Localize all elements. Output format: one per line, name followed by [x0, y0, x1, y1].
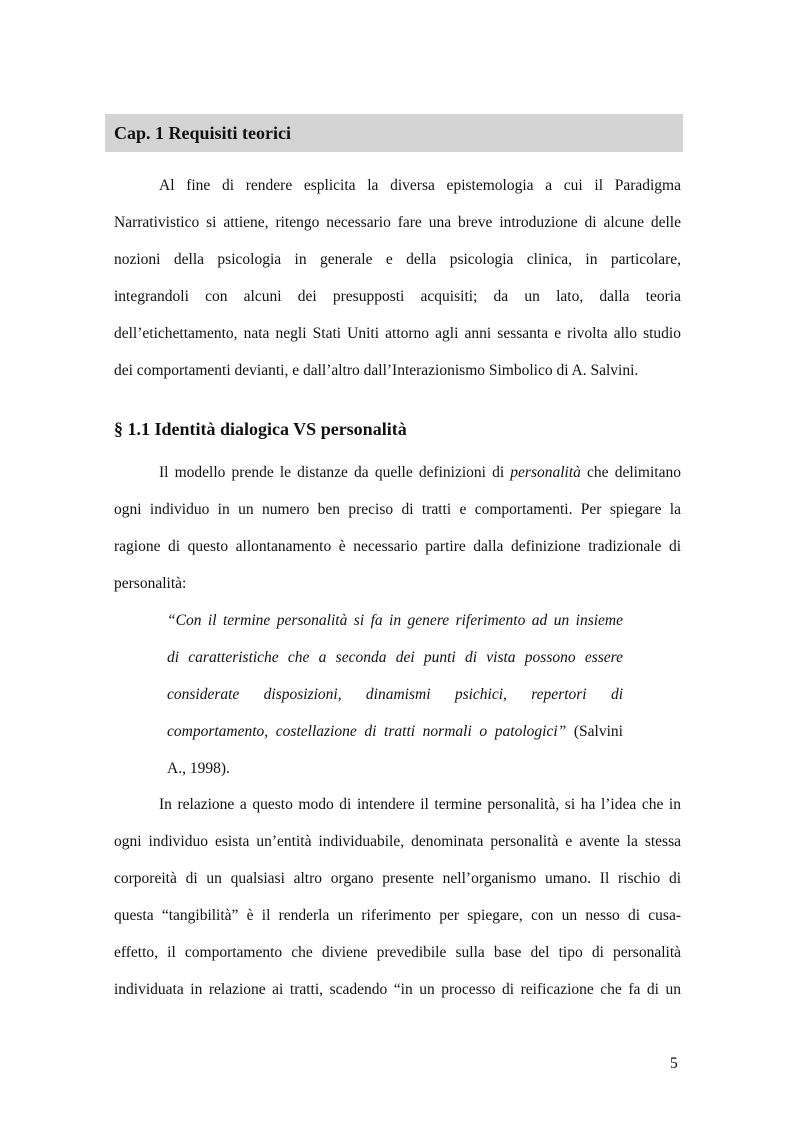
page-number: 5: [670, 1055, 678, 1072]
quote-citation: (Salvini: [566, 723, 623, 740]
quote-line: [167, 713, 623, 750]
closing-paragraph: [114, 786, 681, 1008]
closing-line: In relazione a questo modo di intendere il termine personalità, si ha l’idea che in: [159, 796, 681, 813]
intro-line: Al fine di rendere esplicita la diversa epistemologia a cui il Paradigma: [159, 177, 681, 194]
section-line: personalità:: [114, 575, 187, 592]
section-line-text: che delimitano: [580, 464, 681, 481]
intro-line: integrandoli con alcuni dei presupposti acquisiti; da un lato, dalla teoria: [114, 288, 681, 305]
intro-line: dell’etichettamento, nata negli Stati Uniti attorno agli anni sessanta e rivolta allo studio: [114, 325, 681, 342]
intro-paragraph: [114, 167, 681, 389]
quote-line: “Con il termine personalità si fa in genere riferimento ad un insieme: [167, 612, 623, 629]
block-quote: [167, 602, 623, 787]
intro-line: dei comportamenti devianti, e dall’altro dall’Interazionismo Simbolico di A. Salvini.: [114, 362, 639, 379]
section-line-text: Il modello prende le distanze da quelle definizioni di: [159, 464, 511, 481]
section-title: § 1.1 Identità dialogica VS personalità: [114, 419, 407, 439]
quote-italic-text: comportamento, costellazione di tratti normali o patologici”: [167, 723, 567, 740]
intro-line: Narrativistico si attiene, ritengo necessario fare una breve introduzione di alcune delle: [114, 214, 681, 231]
chapter-heading-bar: [105, 114, 683, 152]
quote-line: considerate disposizioni, dinamismi psichici, repertori di: [167, 686, 623, 703]
section-line: ogni individuo in un numero ben preciso di tratti e comportamenti. Per spiegare la: [114, 501, 681, 518]
quote-line: di caratteristiche che a seconda dei punti di vista possono essere: [167, 649, 623, 666]
section-line: [114, 454, 681, 491]
section-line: ragione di questo allontanamento è necessario partire dalla definizione tradizionale di: [114, 538, 681, 555]
personality-term: personalità: [510, 464, 581, 481]
closing-line: questa “tangibilità” è il renderla un riferimento per spiegare, con un nesso di cusa-: [114, 907, 681, 924]
intro-line: nozioni della psicologia in generale e della psicologia clinica, in particolare,: [114, 251, 681, 268]
closing-line: ogni individuo esista un’entità individuabile, denominata personalità e avente la stessa: [114, 833, 681, 850]
closing-line: individuata in relazione ai tratti, scadendo “in un processo di reificazione che fa di un: [114, 981, 681, 998]
quote-line: A., 1998).: [167, 760, 230, 777]
closing-line: corporeità di un qualsiasi altro organo presente nell’organismo umano. Il rischio di: [114, 870, 681, 887]
closing-line: effetto, il comportamento che diviene prevedibile sulla base del tipo di personalità: [114, 944, 681, 961]
chapter-title: Cap. 1 Requisiti teorici: [114, 122, 291, 143]
section-paragraph: [114, 454, 681, 602]
